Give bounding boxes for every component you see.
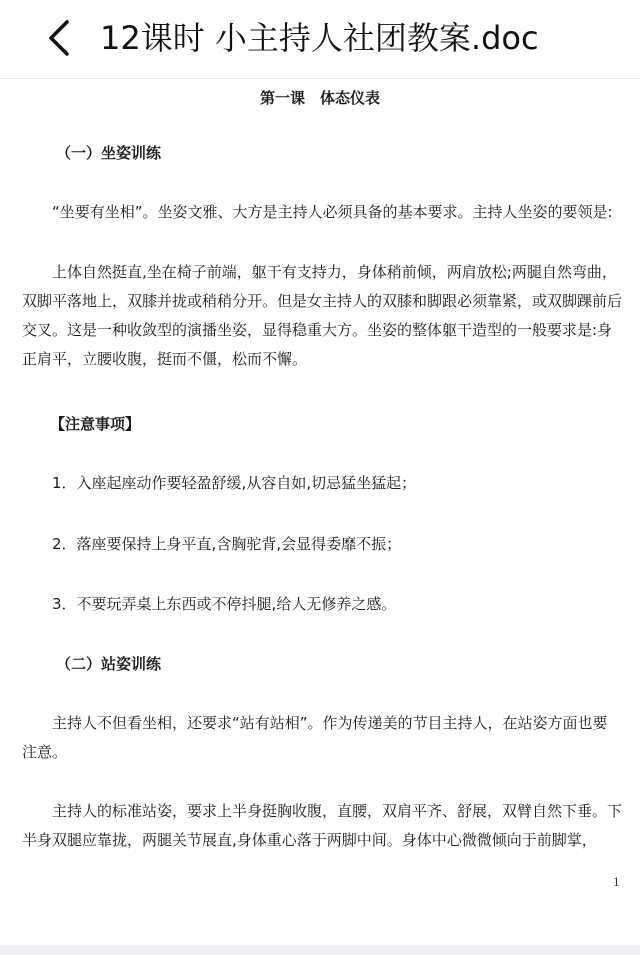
document-title: 12课时 小主持人社团教案.doc (100, 19, 539, 57)
paragraph-standing-intro: 主持人不但看坐相，还要求“站有站相”。作为传递美的节目主持人，在站姿方面也要注意。 (22, 714, 608, 761)
section-title-sitting: （一）坐姿训练 (56, 144, 162, 162)
page-separator (0, 945, 640, 955)
note-item-1: 1．入座起座动作要轻盈舒缓,从容自如,切忌猛坐猛起； (52, 474, 417, 492)
document-page[interactable] (0, 79, 640, 945)
paragraph-sitting-intro: “坐要有坐相”。坐姿文雅、大方是主持人必须具备的基本要求。主持人坐姿的要领是: (52, 203, 613, 221)
note-item-2: 2．落座要保持上身平直,含胸驼背,会显得委靡不振； (52, 535, 402, 553)
section-title-standing: （二）站姿训练 (56, 655, 162, 673)
top-bar (0, 0, 640, 79)
back-button[interactable] (40, 16, 84, 60)
chevron-left-icon (40, 16, 84, 60)
page-number: 1 (613, 876, 620, 889)
paragraph-standing-details: 主持人的标准站姿，要求上半身挺胸收腹，直腰，双肩平齐、舒展，双臂自然下垂。下半身双腿应靠拢，两腿关节展直,身体重心落于两脚中间。身体中心微微倾向于前脚掌， (22, 802, 623, 849)
note-item-3: 3．不要玩弄桌上东西或不停抖腿,给人无修养之感。 (52, 595, 397, 613)
notes-title: 【注意事项】 (50, 415, 141, 433)
paragraph-sitting-details: 上体自然挺直,坐在椅子前端，躯干有支持力，身体稍前倾，两肩放松;两腿自然弯曲，双脚平落地上，双膝并拢或稍稍分开。但是女主持人的双膝和脚跟必须靠紧，或双脚踝前后交叉。这是一种收敛型的演播坐姿，显得稳重大方。坐姿的整体躯干造型的一般要求是:身正肩平，立腰收腹，挺而不僵，松而不懈。 (22, 263, 623, 368)
lesson-heading: 第一课 体态仪表 (259, 89, 380, 107)
